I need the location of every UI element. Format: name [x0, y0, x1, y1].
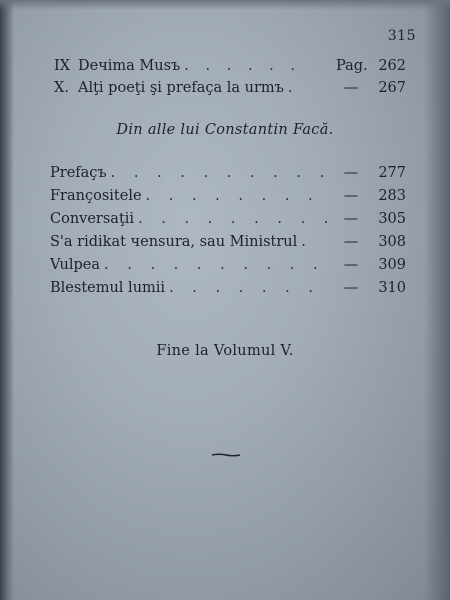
list-item-leader: . . . . . . . .	[145, 188, 320, 204]
toc-entry-title: Deчima Musъ	[78, 58, 181, 74]
list-item-separator: —	[343, 165, 359, 181]
list-item-page: 309	[378, 257, 406, 273]
toc-entry-numeral: IX	[54, 58, 71, 74]
toc-entry-leader: .	[287, 80, 299, 96]
list-item-title: Blestemul lumii	[50, 280, 166, 296]
toc-entry	[54, 80, 406, 96]
list-item-title: Conversaţii	[50, 211, 135, 227]
toc-entry-separator: Pag.	[336, 58, 368, 74]
list-item	[50, 211, 406, 227]
list-item-title: Prefaçъ	[50, 165, 107, 181]
list-item-page: 277	[378, 165, 406, 181]
list-item	[50, 280, 406, 296]
list-item	[50, 257, 406, 273]
list-item-title: Vulpea	[50, 257, 101, 273]
list-item-page: 308	[378, 234, 406, 250]
list-item-separator: —	[343, 257, 359, 273]
list-item-separator: —	[343, 234, 359, 250]
list-item-leader: .	[301, 234, 313, 250]
list-item-leader: . . . . . . .	[169, 280, 320, 296]
list-item-leader: . . . . . . . . . .	[104, 257, 325, 273]
list-item-leader: . . . . . . . . .	[138, 211, 336, 227]
closing-line: Fine la Volumul V.	[156, 343, 294, 359]
toc-entry-separator: —	[343, 80, 359, 96]
ornament-rule	[211, 453, 241, 457]
list-item-leader: . . . . . . . . . .	[110, 165, 332, 181]
list-item-separator: —	[343, 280, 359, 296]
list-item-separator: —	[343, 211, 359, 227]
list-item	[50, 234, 406, 250]
list-item-separator: —	[343, 188, 359, 204]
page-number: 315	[387, 28, 416, 44]
section-heading: Din alle lui Constantin Facă.	[116, 122, 334, 138]
list-item	[50, 165, 406, 181]
list-item-title: S'a ridikat чensura, sau Ministrul	[50, 234, 298, 250]
toc-entry-leader: . . . . . .	[184, 58, 301, 74]
list-item-page: 305	[378, 211, 406, 227]
list-item-title: Françositele	[50, 188, 142, 204]
toc-entry-page: 267	[378, 80, 406, 96]
toc-entry-title: Alţi poeţi şi prefaça la urmъ	[78, 80, 284, 96]
list-item	[50, 188, 406, 204]
toc-entry	[54, 58, 406, 74]
toc-entry-page: 262	[378, 58, 406, 74]
toc-entry-numeral: X.	[54, 80, 69, 96]
list-item-page: 310	[378, 280, 406, 296]
list-item-page: 283	[378, 188, 406, 204]
